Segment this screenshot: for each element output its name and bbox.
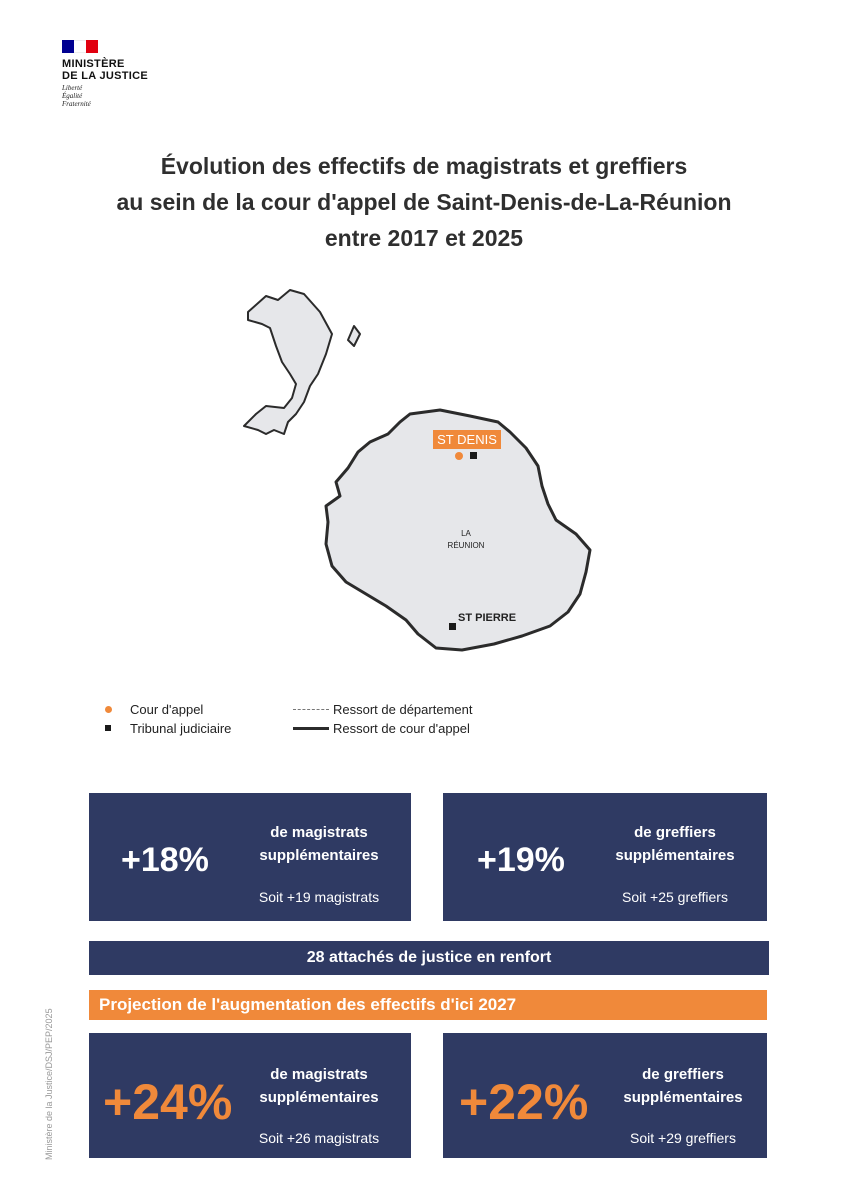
stat-description: de greffiers supplémentaires: [615, 824, 735, 864]
tribunal-marker-st-denis: [470, 452, 477, 459]
stat-percent: +18%: [121, 841, 209, 879]
stat-box-greffiers-2025: [443, 793, 767, 921]
thin-line-icon: [293, 709, 329, 710]
stat-description: de greffiers supplémentaires: [623, 1066, 743, 1106]
st-pierre-label: ST PIERRE: [458, 612, 517, 624]
legend-tribunal: Tribunal judiciaire: [100, 721, 231, 736]
region-label-line2: RÉUNION: [447, 541, 485, 550]
orange-dot-icon: [105, 706, 112, 713]
stat-percent-projection: +24%: [103, 1074, 233, 1130]
stat-sub: Soit +29 greffiers: [630, 1130, 736, 1146]
st-denis-label: ST DENIS: [437, 432, 497, 447]
legend-ca: Ressort de cour d'appel: [293, 721, 470, 736]
reunion-map: [230, 282, 610, 662]
region-label-line1: LA: [461, 529, 471, 538]
stat-box-magistrats-2027: [89, 1033, 411, 1158]
black-square-icon: [105, 725, 111, 731]
stat-box-greffiers-2027: [443, 1033, 767, 1158]
stat-box-magistrats-2025: [89, 793, 411, 921]
stat-description: de magistrats supplémentaires: [259, 1066, 379, 1106]
ministry-name: MINISTÈRE DE LA JUSTICE: [62, 58, 149, 82]
attaches-bar: 28 attachés de justice en renfort: [89, 941, 769, 975]
stat-description: de magistrats supplémentaires: [259, 824, 379, 864]
stat-sub: Soit +26 magistrats: [258, 1130, 380, 1146]
cour-appel-marker: [455, 452, 463, 460]
stat-sub: Soit +19 magistrats: [258, 889, 380, 905]
stat-percent-projection: +22%: [459, 1074, 589, 1130]
ministry-logo: [62, 40, 148, 108]
source-note: Ministère de la Justice/DSJ/PEP/2025: [44, 1008, 54, 1160]
thick-line-icon: [293, 727, 329, 730]
stat-percent: +19%: [477, 841, 565, 879]
islet-shape: [348, 326, 360, 346]
page-title: Évolution des effectifs de magistrats et greffiers au sein de la cour d'appel de Saint-Denis-de-La-Réunion entre 2017 et 2025: [116, 153, 732, 251]
french-flag-icon: [62, 40, 98, 53]
legend-cour-appel: Cour d'appel: [100, 702, 203, 717]
ministry-motto: Liberté Égalité Fraternité: [62, 84, 91, 108]
projection-title: Projection de l'augmentation des effectifs d'ici 2027: [89, 990, 767, 1020]
small-island-shape: [244, 290, 332, 434]
tribunal-marker-st-pierre: [449, 623, 456, 630]
legend-dept: Ressort de département: [293, 702, 472, 717]
stat-sub: Soit +25 greffiers: [622, 889, 728, 905]
